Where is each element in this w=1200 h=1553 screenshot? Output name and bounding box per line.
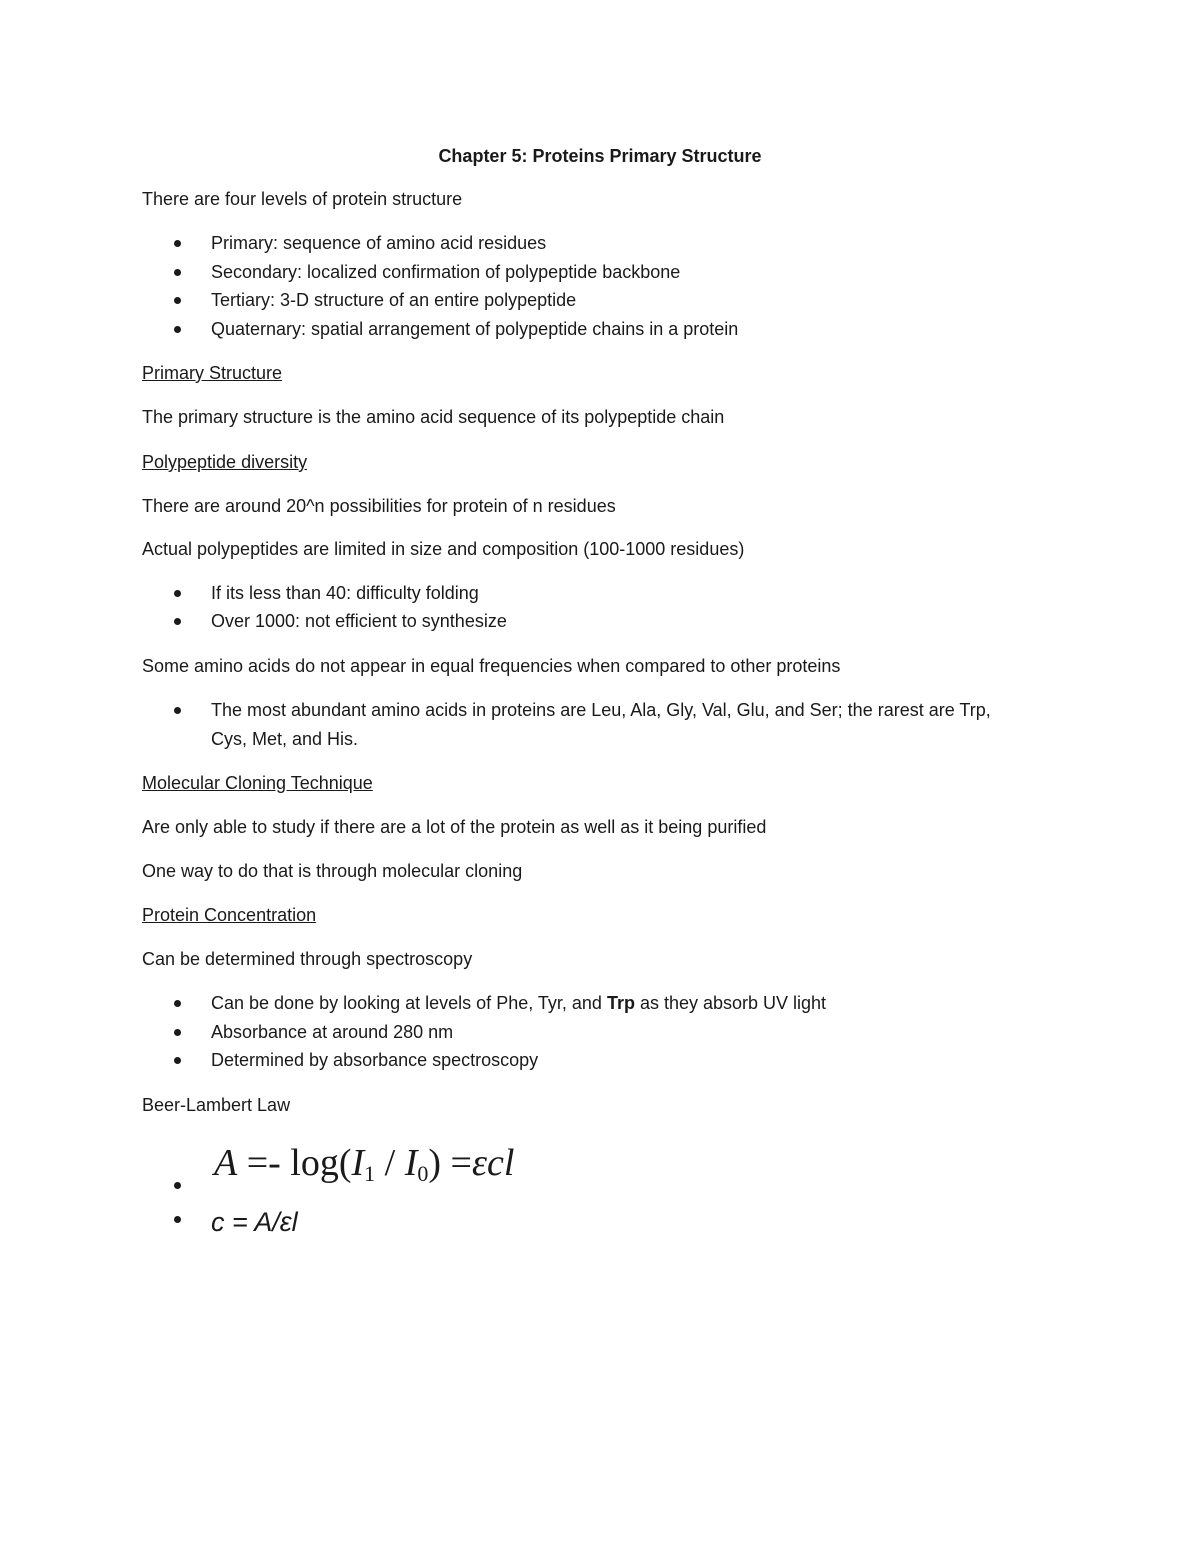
bullet-dot bbox=[174, 1216, 181, 1223]
list-item: Quaternary: spatial arrangement of polypeptide chains in a protein bbox=[211, 319, 739, 339]
formula-part: ) = bbox=[428, 1142, 472, 1184]
formula-symbol-a: A bbox=[214, 1142, 238, 1184]
beer-lambert-heading: Beer-Lambert Law bbox=[142, 1095, 291, 1115]
bullet-dot bbox=[174, 1057, 181, 1064]
list-item: Secondary: localized confirmation of polypeptide backbone bbox=[211, 262, 681, 282]
list-item-continuation: Cys, Met, and His. bbox=[211, 729, 359, 749]
bullet-dot bbox=[174, 707, 181, 714]
page-title: Chapter 5: Proteins Primary Structure bbox=[438, 146, 762, 166]
formula-subscript: 0 bbox=[417, 1161, 429, 1186]
section-heading-protein-concentration: Protein Concentration bbox=[142, 905, 317, 925]
section-heading-polypeptide-diversity: Polypeptide diversity bbox=[142, 452, 308, 472]
bullet-dot bbox=[174, 269, 181, 276]
bullet-dot bbox=[174, 618, 181, 625]
paragraph: Are only able to study if there are a lot of the protein as well as it being purified bbox=[142, 817, 767, 837]
formula-symbol-i: I bbox=[351, 1142, 365, 1184]
paragraph: Can be determined through spectroscopy bbox=[142, 949, 473, 969]
list-item: Primary: sequence of amino acid residues bbox=[211, 233, 547, 253]
formula-subscript: 1 bbox=[364, 1161, 376, 1186]
list-item: Over 1000: not efficient to synthesize bbox=[211, 611, 507, 631]
formula-symbol-i: I bbox=[404, 1142, 418, 1184]
paragraph: Some amino acids do not appear in equal frequencies when compared to other proteins bbox=[142, 656, 841, 676]
section-heading-primary-structure: Primary Structure bbox=[142, 363, 283, 383]
section-heading-molecular-cloning: Molecular Cloning Technique bbox=[142, 773, 373, 793]
list-item-text: as they absorb UV light bbox=[634, 993, 827, 1013]
list-item: If its less than 40: difficulty folding bbox=[211, 583, 479, 603]
beer-lambert-formula bbox=[214, 1140, 514, 1197]
list-item bbox=[211, 992, 826, 1014]
bullet-dot bbox=[174, 1182, 181, 1189]
list-item: Absorbance at around 280 nm bbox=[211, 1022, 454, 1042]
bullet-dot bbox=[174, 1029, 181, 1036]
paragraph: One way to do that is through molecular cloning bbox=[142, 861, 523, 881]
formula-part: / bbox=[375, 1142, 405, 1184]
intro-paragraph: There are four levels of protein structure bbox=[142, 189, 463, 209]
list-item: Determined by absorbance spectroscopy bbox=[211, 1050, 539, 1070]
formula-symbol-ecl: εcl bbox=[471, 1142, 515, 1184]
concentration-formula: c = A/εl bbox=[211, 1207, 298, 1237]
bold-term-trp: Trp bbox=[606, 993, 635, 1013]
bullet-dot bbox=[174, 326, 181, 333]
bullet-dot bbox=[174, 590, 181, 597]
list-item-text: Can be done by looking at levels of Phe, Tyr, and bbox=[211, 993, 607, 1013]
paragraph: Actual polypeptides are limited in size and composition (100-1000 residues) bbox=[142, 539, 745, 559]
paragraph: There are around 20^n possibilities for protein of n residues bbox=[142, 496, 616, 516]
list-item: The most abundant amino acids in proteins are Leu, Ala, Gly, Val, Glu, and Ser; the rarest are Trp, bbox=[211, 700, 991, 720]
bullet-dot bbox=[174, 297, 181, 304]
bullet-dot bbox=[174, 240, 181, 247]
paragraph: The primary structure is the amino acid sequence of its polypeptide chain bbox=[142, 407, 725, 427]
bullet-dot bbox=[174, 1000, 181, 1007]
formula-part: =- log( bbox=[237, 1142, 352, 1184]
list-item: Tertiary: 3-D structure of an entire polypeptide bbox=[211, 290, 577, 310]
